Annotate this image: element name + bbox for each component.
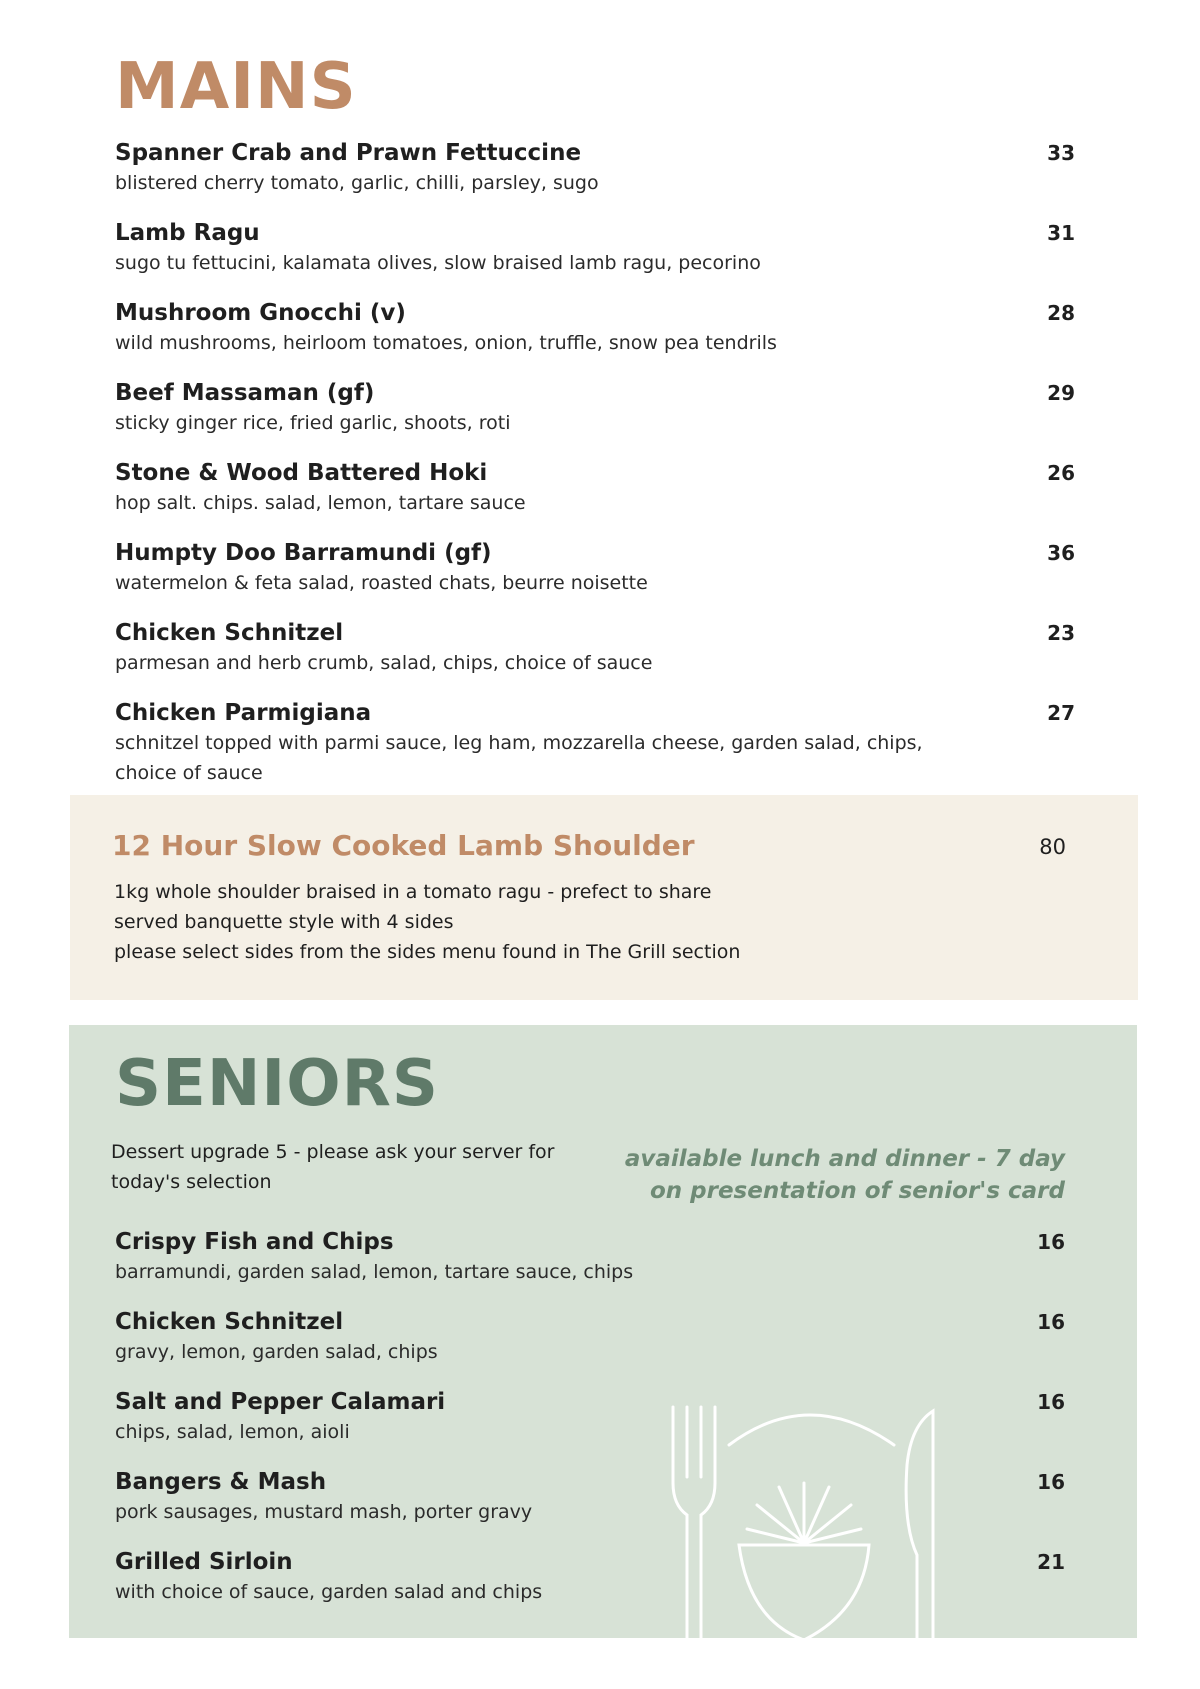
dish-description: watermelon & feta salad, roasted chats, beurre noisette	[115, 572, 648, 594]
dish-name: Beef Massaman (gf)	[115, 380, 375, 406]
menu-item	[115, 1467, 1065, 1547]
dish-description: hop salt. chips. salad, lemon, tartare sauce	[115, 492, 526, 514]
menu-item	[115, 378, 1075, 458]
dish-price: 31	[1047, 221, 1075, 245]
dish-price: 28	[1047, 301, 1075, 325]
dish-price: 16	[1037, 1390, 1065, 1414]
feature-box	[70, 795, 1138, 1000]
dish-description: chips, salad, lemon, aioli	[115, 1421, 350, 1443]
menu-item	[115, 1307, 1065, 1387]
dish-description: schnitzel topped with parmi sauce, leg ham, mozzarella cheese, garden salad, chips, choice of sauce	[115, 732, 923, 784]
dish-description: wild mushrooms, heirloom tomatoes, onion, truffle, snow pea tendrils	[115, 332, 777, 354]
menu-item	[115, 458, 1075, 538]
dish-price: 29	[1047, 381, 1075, 405]
dish-name: Humpty Doo Barramundi (gf)	[115, 540, 492, 566]
menu-item	[115, 698, 1075, 790]
dish-name: Stone & Wood Battered Hoki	[115, 460, 488, 486]
dish-description: with choice of sauce, garden salad and chips	[115, 1581, 543, 1603]
dish-description: gravy, lemon, garden salad, chips	[115, 1341, 438, 1363]
dish-price: 16	[1037, 1470, 1065, 1494]
dish-description: pork sausages, mustard mash, porter gravy	[115, 1501, 533, 1523]
dish-price: 16	[1037, 1230, 1065, 1254]
dish-name: Chicken Schnitzel	[115, 1309, 344, 1335]
dish-price: 26	[1047, 461, 1075, 485]
dish-price: 36	[1047, 541, 1075, 565]
menu-item	[115, 618, 1075, 698]
feature-line: served banquette style with 4 sides	[114, 911, 454, 933]
seniors-availability	[625, 1143, 1065, 1207]
menu-item	[115, 298, 1075, 378]
mains-list	[115, 138, 1075, 790]
availability-line: on presentation of senior's card	[649, 1178, 1065, 1204]
dish-name: Spanner Crab and Prawn Fettuccine	[115, 140, 582, 166]
feature-line: please select sides from the sides menu found in The Grill section	[114, 941, 741, 963]
feature-title: 12 Hour Slow Cooked Lamb Shoulder	[112, 829, 695, 862]
dish-name: Chicken Parmigiana	[115, 700, 372, 726]
dish-description: sugo tu fettucini, kalamata olives, slow braised lamb ragu, pecorino	[115, 252, 761, 274]
dish-name: Grilled Sirloin	[115, 1549, 293, 1575]
dish-name: Bangers & Mash	[115, 1469, 327, 1495]
dish-price: 33	[1047, 141, 1075, 165]
dish-name: Lamb Ragu	[115, 220, 260, 246]
menu-item	[115, 218, 1075, 298]
dish-name: Mushroom Gnocchi (v)	[115, 300, 406, 326]
seniors-panel	[69, 1025, 1137, 1638]
feature-line: 1kg whole shoulder braised in a tomato ragu - prefect to share	[114, 881, 712, 903]
mains-heading: MAINS	[115, 50, 357, 124]
feature-description	[114, 877, 740, 967]
dish-description: blistered cherry tomato, garlic, chilli, parsley, sugo	[115, 172, 599, 194]
menu-item	[115, 1227, 1065, 1307]
dish-price: 27	[1047, 701, 1075, 725]
menu-item	[115, 138, 1075, 218]
availability-line: available lunch and dinner - 7 day	[624, 1146, 1065, 1172]
dish-description: sticky ginger rice, fried garlic, shoots, roti	[115, 412, 511, 434]
dish-price: 21	[1037, 1550, 1065, 1574]
menu-item	[115, 538, 1075, 618]
seniors-dessert-note: Dessert upgrade 5 - please ask your server for today's selection	[111, 1141, 555, 1193]
dish-name: Crispy Fish and Chips	[115, 1229, 394, 1255]
menu-item	[115, 1387, 1065, 1467]
seniors-list	[115, 1227, 1065, 1627]
dish-name: Chicken Schnitzel	[115, 620, 344, 646]
menu-item	[115, 1547, 1065, 1627]
seniors-heading: SENIORS	[115, 1047, 439, 1121]
dish-description: barramundi, garden salad, lemon, tartare sauce, chips	[115, 1261, 634, 1283]
feature-price: 80	[1039, 835, 1066, 859]
dish-description: parmesan and herb crumb, salad, chips, choice of sauce	[115, 652, 653, 674]
dish-price: 16	[1037, 1310, 1065, 1334]
dish-name: Salt and Pepper Calamari	[115, 1389, 446, 1415]
dish-price: 23	[1047, 621, 1075, 645]
